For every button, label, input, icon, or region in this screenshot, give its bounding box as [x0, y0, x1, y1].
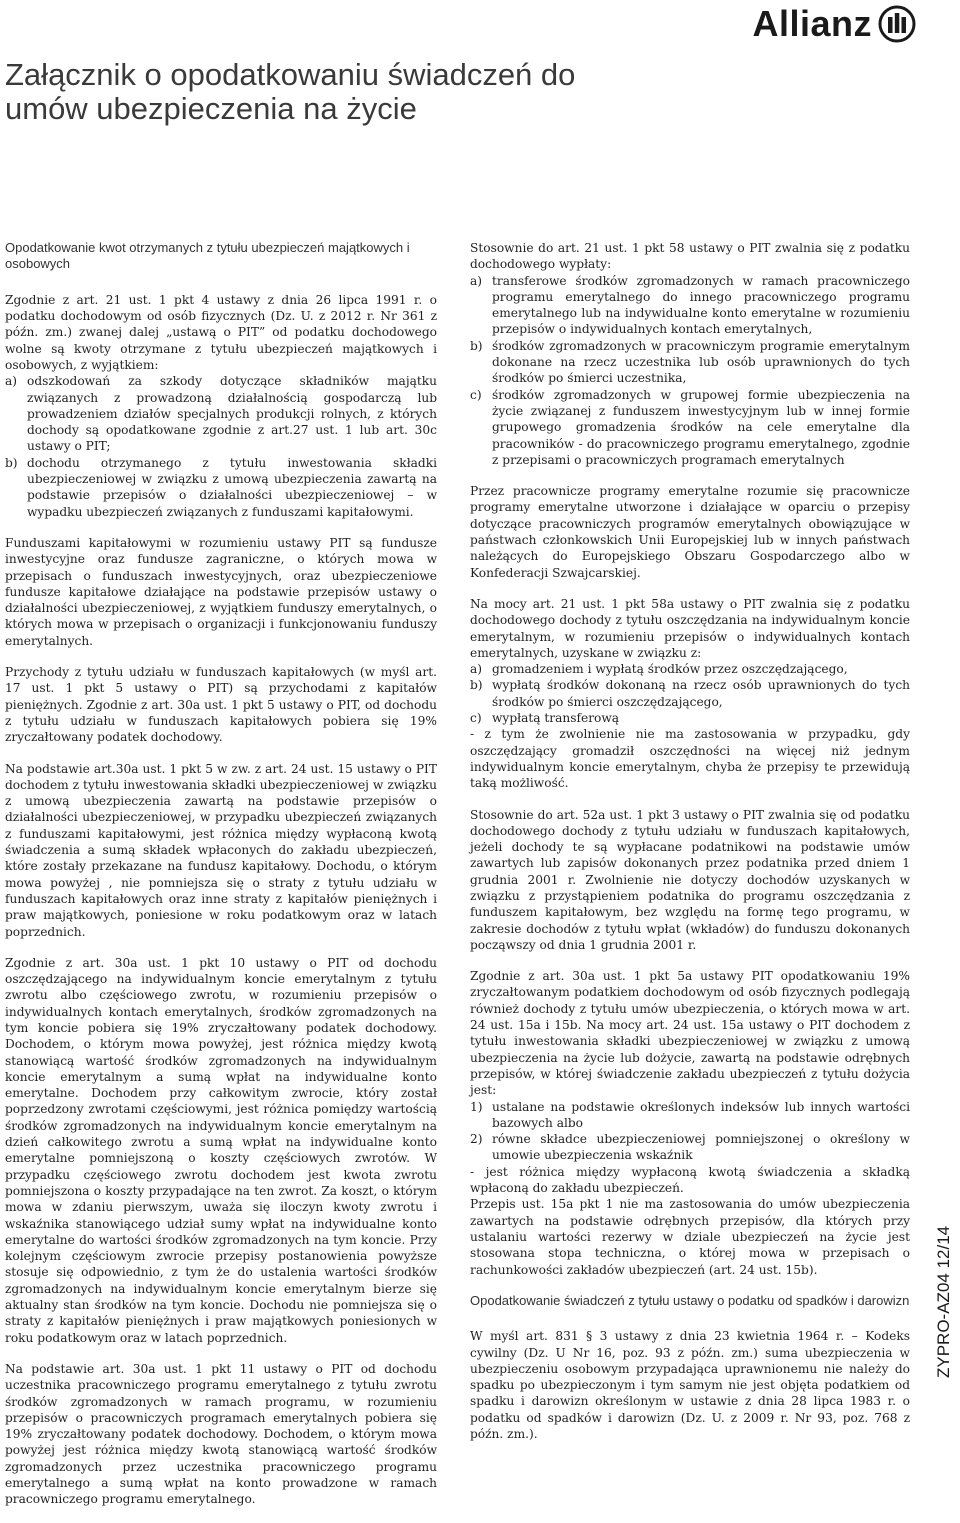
list-item-text: środków zgromadzonych w pracowniczym programie emerytalnym dokonane na rzecz uczestnika lub osób uprawnionych do tych środków po śmierci uczestnika,: [492, 338, 910, 386]
list-item: [470, 1131, 910, 1164]
list-item-text: wypłatą środków dokonaną na rzecz osób uprawnionych do tych środków po śmierci oszczędzającego,: [492, 678, 910, 709]
list-item-text: wypłatą transferową: [492, 711, 620, 726]
paragraph: Na podstawie art.30a ust. 1 pkt 5 w zw. z art. 24 ust. 15 ustawy o PIT dochodem z tytułu inwestowania składki ubezpieczeniowej w związku z umową ubezpieczenia zawartą na podstawie przepisów o działalności ubezpieczeniowej, w przypadku ubezpieczeń związanych z funduszami kapitałowymi, jest różnica między wypłaconą kwotą świadczenia a sumą składek wpłaconych do zakładu ubezpieczeń, które zostały przekazane na fundusz kapitałowy. Dochodu, o którym mowa powyżej , nie pomniejsza się o straty z tytułu udziału w funduszach kapitałowych oraz inne straty z kapitałów pieniężnych i praw majątkowych, poniesione w roku podatkowym oraz w latach poprzednich.: [5, 761, 437, 939]
list-marker: c): [470, 387, 482, 402]
right-column: [470, 240, 910, 1457]
paragraph: Stosownie do art. 52a ust. 1 pkt 3 ustawy o PIT zwalnia się od podatku dochodowego dochody z tytułu udziału w funduszach kapitałowych, jeżeli dochody te są wypłacane podatnikowi na podstawie umów zawartych lub zapisów dokonanych przez podatnika przed dniem 1 grudnia 2001 r. Zwolnienie nie dotyczy dochodów uzyskanych w związku z przystąpieniem podatnika do programu oszczędzania z funduszem kapitałowym, bez względu na formę tego programu, w zakresie dochodów z tytułu wpłat (wkładów) do funduszu dokonanych począwszy od dnia 1 grudnia 2001 r.: [470, 807, 910, 952]
list-item: [470, 710, 910, 726]
page-title: Załącznik o opodatkowaniu świadczeń do umów ubezpieczenia na życie: [5, 57, 576, 126]
paragraph-group: [470, 240, 910, 468]
dash-note: - jest różnica między wypłaconą kwotą świadczenia a składką wpłaconą do zakładu ubezpieczeń.: [470, 1164, 910, 1196]
list-item-text: środków zgromadzonych w grupowej formie ubezpieczenia na życie związanej z funduszem inwestycyjnym lub w innej formie grupowego gromadzenia środków na cele emerytalne dla pracowników - do pracowniczego programu emerytalnego, zgodnie z przepisami o pracowniczych programach emerytalnych: [492, 387, 910, 467]
paragraph-group: [5, 292, 437, 520]
list-item-text: gromadzeniem i wypłatą środków przez oszczędzającego,: [492, 662, 848, 677]
list-item: [5, 373, 437, 454]
list-item: [470, 661, 910, 677]
list-item-text: dochodu otrzymanego z tytułu inwestowania składki ubezpieczeniowej w związku z umową ubezpieczenia zawartą na podstawie przepisów o działalności ubezpieczeniowej – w wypadku ubezpieczeń związanych z funduszami kapitałowymi.: [27, 455, 437, 519]
list-item-text: równe składce ubezpieczeniowej pomniejszonej o określony w umowie ubezpieczenia wskaźnik: [492, 1132, 910, 1163]
list-item: [470, 677, 910, 710]
list-marker: a): [470, 662, 483, 677]
list-marker: b): [470, 678, 483, 693]
list-item: [5, 455, 437, 520]
paragraph: Stosownie do art. 21 ust. 1 pkt 58 ustawy o PIT zwalnia się z podatku dochodowego wypłaty:: [470, 241, 910, 272]
list-item: [470, 1099, 910, 1132]
paragraph: Zgodnie z art. 30a ust. 1 pkt 5a ustawy PIT opodatkowaniu 19% zryczałtowanym podatkiem dochodowym od osób fizycznych podlegają również dochody z tytułu umów ubezpieczenia, o których mowa w art. 24 ust. 15a i 15b. Na mocy art. 24 ust. 15a ustawy o PIT dochodem z tytułu inwestowania składki ubezpieczeniowej w związku z umową ubezpieczenia na życie lub dożycie, zawartą na podstawie odrębnych przepisów, w której świadczenie zakładu ubezpieczeń z tytułu dożycia jest:: [470, 969, 910, 1098]
paragraph: Przez pracownicze programy emerytalne rozumie się pracownicze programy emerytalne utworzone i działające w oparciu o przepisy dotyczące pracowniczych programów emerytalnych obowiązujące w państwach członkowskich Unii Europejskiej lub w innych państwach należących do Europejskiego Obszaru Gospodarczego albo w Konfederacji Szwajcarskiej.: [470, 484, 910, 580]
paragraph: Zgodnie z art. 21 ust. 1 pkt 4 ustawy z dnia 26 lipca 1991 r. o podatku dochodowym od osób fizycznych (Dz. U. z 2012 r. Nr 361 z późn. zm.) zwanej dalej „ustawą o PIT” od podatku dochodowego wolne są kwoty otrzymane z tytułu ubezpieczeń majątkowych i osobowych, z wyjątkiem:: [5, 292, 437, 372]
list-marker: a): [470, 273, 483, 288]
list-item: [470, 387, 910, 468]
paragraph: Funduszami kapitałowymi w rozumieniu ustawy PIT są fundusze inwestycyjne oraz fundusze zagraniczne, o których mowa w przepisach o funduszach inwestycyjnych, oraz ubezpieczeniowe fundusze kapitałowe działające na podstawie przepisów ustawy o działalności ubezpieczeniowej, z wyjątkiem funduszy emerytalnych, o których mowa w przepisach o organizacji i funkcjonowaniu funduszy emerytalnych.: [5, 535, 437, 648]
list-marker: a): [5, 374, 18, 389]
list-marker: b): [470, 338, 483, 353]
paragraph: Przychody z tytułu udziału w funduszach kapitałowych (w myśl art. 17 ust. 1 pkt 5 ustawy o PIT) są przychodami z kapitałów pieniężnych. Zgodnie z art. 30a ust. 1 pkt 5 ustawy o PIT, od dochodu z tytułu udziału w funduszach kapitałowych pobiera się 19% zryczałtowany podatek dochodowy.: [5, 665, 437, 745]
section-heading-property-insurance: Opodatkowanie kwot otrzymanych z tytułu ubezpieczeń majątkowych i osobowych: [5, 240, 410, 272]
allianz-logo: [752, 4, 916, 44]
paragraph: Zgodnie z art. 30a ust. 1 pkt 10 ustawy o PIT od dochodu oszczędzającego na indywidualnym koncie emerytalnym z tytułu zwrotu albo częściowego zwrotu, w rozumieniu przepisów o indywidualnych kontach emerytalnych, środków zgromadzonych na tym koncie pobiera się 19% zryczałtowany podatek dochodowy. Dochodem, o którym mowa powyżej, jest różnica między kwotą stanowiącą wartość środków zgromadzonych na indywidualnym koncie emerytalnym a sumą wpłat na indywidualne konto emerytalne. Dochodem przy całkowitym zwrocie, który został poprzedzony zwrotami częściowymi, jest różnica pomiędzy wartością środków zgromadzonych na indywidualnym koncie emerytalnym na dzień całkowitego zwrotu a sumą wpłat na indywidualne konto emerytalne pomniejszoną o koszty częściowych zwrotów. W przypadku częściowego zwrotu dochodem jest kwota zwrotu pomniejszona o koszty przypadające na ten zwrot. Za koszt, o którym mowa w zdaniu pierwszym, uważa się iloczyn kwoty zwrotu i wskaźnika stanowiącego udział sumy wpłat na indywidualne konto emerytalne do wartości środków zgromadzonych na tym koncie. Przy kolejnym częściowym zwrocie przepisy postanowienia powyższe stosuje się odpowiednio, z tym że do ustalenia wartości środków zgromadzonych na indywidualnym koncie emerytalnym bierze się aktualny stan środków na tym koncie. Dochodu nie pomniejsza się o straty z kapitałów pieniężnych i praw majątkowych poniesionych w roku podatkowym oraz w latach poprzednich.: [5, 955, 437, 1345]
list-item-text: odszkodowań za szkody dotyczące składników majątku związanych z prowadzoną działalnością gospodarczą lub prowadzeniem działów specjalnych produkcji rolnych, z których dochody są opodatkowane zgodnie z art.27 ust. 1 lub art. 30c ustawy o PIT;: [27, 374, 437, 454]
dash-note: - z tym że zwolnienie nie ma zastosowania w przypadku, gdy oszczędzający gromadził oszczędności na więcej niż jednym indywidualnym koncie emerytalnym, chyba że przepisy te przewidują taką możliwość.: [470, 727, 910, 791]
paragraph-group: [470, 596, 910, 792]
left-column: [5, 240, 437, 1523]
document-code-text: ZYPRO-AZ04 12/14: [934, 1225, 953, 1378]
paragraph-group: [470, 968, 910, 1278]
list-marker: c): [470, 711, 482, 726]
list-marker: 2): [470, 1132, 483, 1147]
list-item: [470, 338, 910, 387]
list-item: [470, 273, 910, 338]
list-marker: b): [5, 455, 18, 470]
paragraph: Na mocy art. 21 ust. 1 pkt 58a ustawy o PIT zwalnia się z podatku dochodowego dochody z tytułu oszczędzania na indywidualnym koncie emerytalnym, w rozumieniu przepisów o indywidualnych kontach emerytalnych, uzyskane w związku z:: [470, 596, 910, 660]
list-marker: 1): [470, 1099, 483, 1114]
list-item-text: transferowe środków zgromadzonych w ramach pracowniczego programu emerytalnego do innego pracowniczego programu emerytalnego lub na indywidualne konto emerytalne w rozumieniu przepisów o indywidualnych kontach emerytalnych,: [492, 273, 910, 337]
paragraph: Na podstawie art. 30a ust. 1 pkt 11 ustawy o PIT od dochodu uczestnika pracowniczego programu emerytalnego z tytułu zwrotu środków zgromadzonych w ramach programu, w rozumieniu przepisów o pracowniczych programach emerytalnych pobiera się 19% zryczałtowany podatek dochodowy. Dochodem, o którym mowa powyżej jest różnica między kwotą stanowiącą wartość środków zgromadzonych przez uczestnika pracowniczego programu emerytalnego a sumą wpłat na konto prowadzone w ramach pracowniczego programu emerytalnego.: [5, 1361, 437, 1507]
section-heading-inheritance: Opodatkowanie świadczeń z tytułu ustawy o podatku od spadków i darowizn: [470, 1292, 910, 1308]
allianz-eagle-icon: [878, 5, 916, 43]
document-code: [934, 1178, 954, 1378]
list-item-text: ustalane na podstawie określonych indeksów lub innych wartości bazowych albo: [492, 1099, 910, 1130]
logo-text: Allianz: [752, 3, 872, 44]
paragraph: Przepis ust. 15a pkt 1 nie ma zastosowania do umów ubezpieczenia zawartych na podstawie odrębnych przepisów, dla których przy ustalaniu wartości rezerwy w dziale ubezpieczeń na życie jest stosowana stopa techniczna, o której mowa w przepisach o rachunkowości zakładów ubezpieczeń (art. 24 ust. 15b).: [470, 1197, 910, 1277]
paragraph: W myśl art. 831 § 3 ustawy z dnia 23 kwietnia 1964 r. – Kodeks cywilny (Dz. U Nr 16, poz. 93 z późn. zm.) suma ubezpieczenia w ubezpieczeniu osobowym przypadająca uprawnionemu nie należy do spadku po ubezpieczonym i tym samym nie jest objęta podatkiem od spadku i darowizn określonym w ustawie z dnia 28 lipca 1983 r. o podatku od spadków i darowizn (Dz. U. z 2009 r. Nr 93, poz. 768 z późn. zm.).: [470, 1329, 910, 1441]
